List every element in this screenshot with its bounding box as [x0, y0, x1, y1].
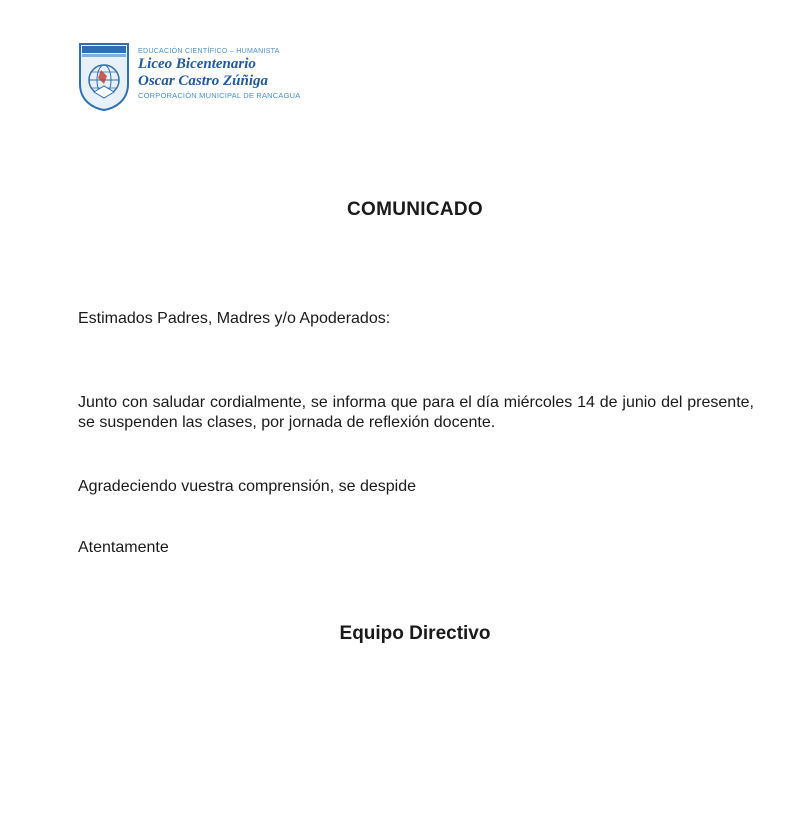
thanks-line: Agradeciendo vuestra comprensión, se despide: [78, 478, 416, 495]
closing-line: Atentamente: [78, 539, 169, 556]
school-name-line1: Liceo Bicentenario: [138, 56, 256, 72]
school-tagline: EDUCACIÓN CIENTÍFICO – HUMANISTA: [138, 48, 280, 55]
school-crest-icon: [76, 40, 132, 112]
salutation: Estimados Padres, Madres y/o Apoderados:: [78, 310, 391, 327]
letterhead: [76, 40, 300, 112]
document-title: COMUNICADO: [347, 199, 483, 220]
corporation-name: CORPORACIÓN MUNICIPAL DE RANCAGUA: [138, 91, 301, 100]
signature: Equipo Directivo: [339, 623, 491, 644]
main-paragraph: Junto con saludar cordialmente, se informa que para el día miércoles 14 de junio del presente, se suspenden las clases, por jornada de reflexión docente.: [78, 394, 754, 431]
school-name-line2: Oscar Castro Zúñiga: [138, 73, 269, 89]
